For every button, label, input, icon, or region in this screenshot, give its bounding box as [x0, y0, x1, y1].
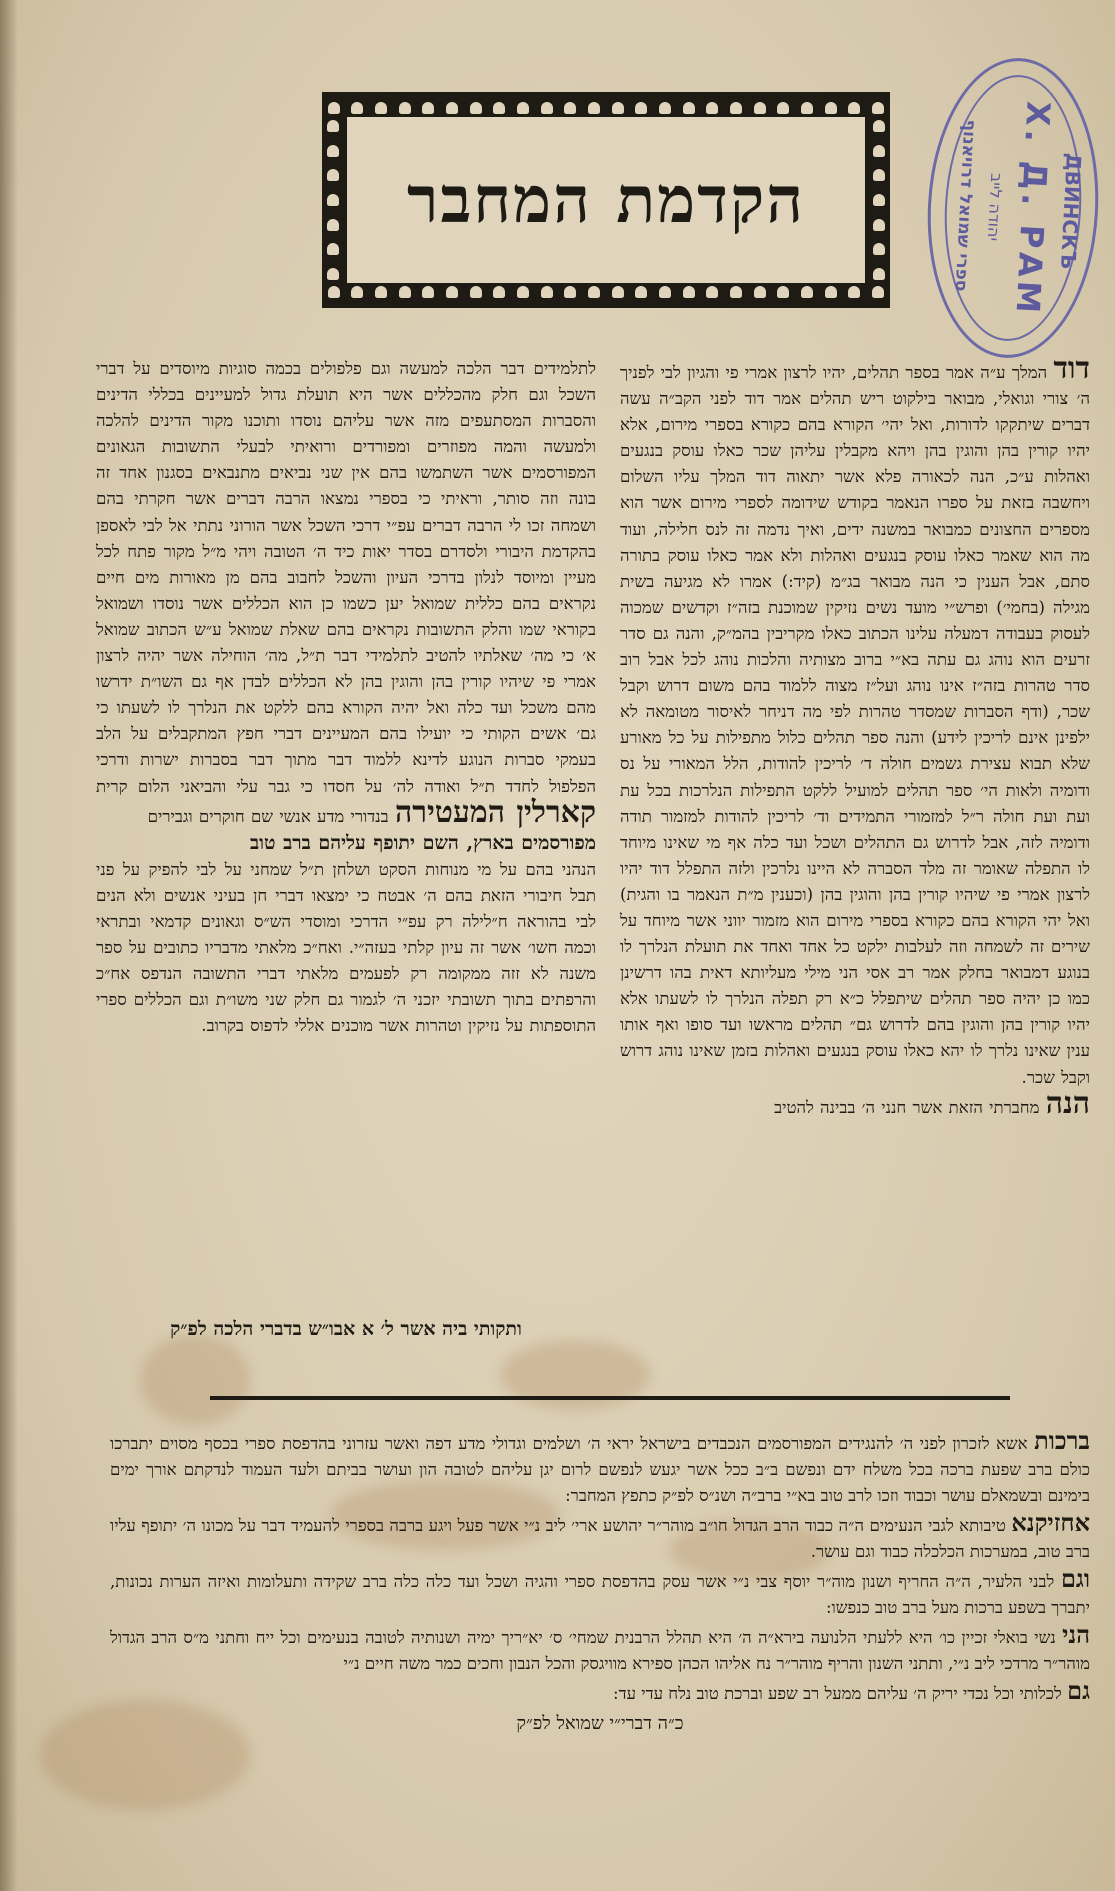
blessing-paragraph: [110, 1566, 1090, 1621]
page-title: הקדמת המחבר: [407, 162, 805, 238]
ornament-border-left: [322, 114, 344, 286]
blessing-text: נשי בואלי זכיין כו׳ היא ללעתי הלנועה בירא״ה ה׳ היא תהלל הרבנית שמחי׳ ס׳ יא״ריך ימיה ושנותיה לטובה בנעימים וכל ייח וחתני מ״ס הרב הגדול מוהר״ר מרדכי ליב נ״י, ותתני השנון והריף מוהר״ר נח אליהו הכהן ספירא מוויגסק והכל הנבון וחכים כמר משה חיים נ״י: [110, 1628, 1090, 1673]
blessings-section: [110, 1428, 1090, 1868]
blessing-lead-word: גם: [1067, 1676, 1090, 1705]
left-column-body: לתלמידים דבר הלכה למעשה וגם פלפולים בכמה סוגיות מיוסדים על דברי השכל וגם חלק מהכללים אשר היא תועלת גדול למעיינים בכללי הדינים והסברות המסתעפים מזה אשר עליהם נוסדו ותוכנו מקור הדינים להלכה ולמעשה והמה מפוזרים ומפורדים ורואיתי לבעלי התשובות הגאונים המפורסמים אשר השתמשו בהם אין שני נביאים מתנבאים בסגנון אחד זה בונה וזה סותר, וראיתי כי בספרי נמצאו הרבה דברים אשר חקרתי בהם ושמחה זכו לי הרבה דברים עפ״י דרכי השכל אשר הורוני נתתי אל לבי לאספן בהקדמת היבורי ולסדרם בסדר יאות כיד ה׳ הטובה ויהי מ״ל מקור פתח לכל מעיין ומיוסד לנלון בדרכי העיון והשכל לחבוב בהם מן מאורות מים חיים נקראים בהם כללית שמואל יען כשמו כן הוא הכללים אשר נוסדו ושמואל בקוראי שמו והלק התשובות נקראים בהם שאלת שמואל ע״ש הכתוב שמואל א׳ כי מה׳ שאלתיו להטיב לתלמידי דבר ת״ל, מה׳ הוחילה אשר יהיה לרצון אמרי פי שיהיו קורין בהן והוגין בהן לא הכללים לבדן אף גם השו״ת ידרשו מהם משכל ועד כלה ואל יהיה הקורא בהם ללקט את הנלרך לו לשעתו כי גם׳ אשים הקותי כי יועילו בהם המעיינים דברי חפץ המתקבלים על הלב בעמקי סברות הנוגע לדינא ללמוד דבר מתוך דבר בסברות ישרות ודרכי הפלפול לחדד ת״ל ואודה לה׳ על חסדו כי גבר עלי והביאני הלום קרית: [96, 359, 596, 796]
blessing-text: אשא לזכרון לפני ה׳ להנגידים המפורסמים הנכבדים בישראל יראי ה׳ ושלמים וגדולי מדע דפה ואשר עזרוני בהדפסת ספרי בכסף מסוים יתברכו כולם ברב שפעת ברכה בכל משלח ידם ונפשם ב״ב ככל אשר יגעש לנפשם לרום יגן עליהם לטובה הון ועושר בביתם ולעד העמוד לנדקתם אורך ימים בימינם ובשמאלם עושר וכבוד וזכו לרב טוב בא״י ברב״ה ושנ״ס לפ״ק כתפץ המחבר:: [110, 1434, 1090, 1505]
ornament-border-right: [868, 114, 890, 286]
blessing-text: לכלותי וכל נכדי יריק ה׳ עליהם ממעל רב שפע וברכת טוב נלח עדי עד:: [613, 1684, 1062, 1703]
opening-word: דוד: [1053, 351, 1090, 386]
closing-text: מחברתי הזאת אשר חנני ה׳ בבינה להטיב: [774, 1097, 1040, 1117]
blessing-text: לבני הלעיר, ה״ה החריף ושנון מוה״ר יוסף צבי נ״י אשר עסק בהדפסת ספרי והגיה ושכל ועד כלה כלה ברב שקידה ותעלומות ואיזה הערות נכונות, יתברך בשפע ברכות מעל ברב טוב כנפשו:: [110, 1572, 1090, 1617]
left-column-paragraph-2: [96, 857, 596, 1040]
left-column-paragraph: [96, 356, 596, 830]
blessing-lead-word: וגם: [1060, 1564, 1090, 1593]
right-column-paragraph: [620, 351, 1090, 1091]
blessing-paragraph: [110, 1428, 1090, 1509]
hope-line: ותקותי ביה אשר ל׳ א אבו״ש בדברי הלכה לפ״ק: [170, 1318, 522, 1340]
water-stain: [140, 1335, 250, 1425]
text-column-left: [96, 356, 596, 1331]
left-edge-shadow: [0, 0, 18, 1891]
library-stamp: [920, 54, 1105, 362]
blessing-text: טיבותא לגבי הנעימים ה״ה כבוד הרב הגדול חו״ב מוהר״ר יהושע ארי׳ ליב נ״י אשר פעל ויגע ברבה בספרי להעמיד דבר על מכונו ה׳ יתופף עליו ברב טוב, במערכות הכלכלה כבוד וגם עושר.: [110, 1516, 1090, 1561]
stamp-text-second: יהודה לייב: [983, 172, 1007, 242]
blessing-lead-word: הני: [1062, 1620, 1090, 1649]
right-column-body: המלך ע״ה אמר בספר תהלים, יהיו לרצון אמרי פי והגיון לבי לפניך ה׳ צורי וגואלי, מבואר בילקוט ריש תהלים אמר דוד לפני הקב״ה עשה דברים שיתקקו לדורות, ואל יהי׳ הקורא בהם כקורא בספרי מירום, אלא יהיו קורין בהן והוגין בהן ויהא מקבלין עליהן שכר כאלו עוסק בנגעים ואהלות ע״כ, הנה לכאורה פלא אשר יתאוה דוד המלך עליו השלום ויחשבה בזאת על ספרו הנאמר בקודש שידומה לספרי מירום אשר הוא מספרים החצונים כמבואר במשנה ידים, ואיך נדמה זה לנס חלילה, ועוד מה הוא שאמר כאלו עוסק בנגעים ואהלות ולא אמר כאלו עוסק בתורה סתם, אבל הענין כי הנה מבואר בג״מ (קיד:) אמרו לא מגיעה בשית מגילה (בחמי׳) ופרש״י מועד נשים נזיקין שמוכנת בזה״ז וקדשים שמכוה לעסוק בעבודה דמעלה עלינו הכתוב כאלו מקריבין בהמ״ק, והנה גם סדר זרעים הוא נוהג גם עתה בא״י ברוב מצותיה והלכות נוהג לכל אבל רוב סדר טהרות בזה״ז אינו נוהג ועל״ז מצוה ללמוד בהם משום דרוש וקבל שכר, (ודף הסברות שמסדר טהרות לפי מה דניחר לאיסור מטומאה לא ילפינן אינם לריכין לידע) והנה ספר תהלים כלול מתפילות על כל מאורע שלא תבוא עצירת גשמים חולה ד׳ לריכין להודות, הלל המאורי על נס ודומיה ולאות הי׳ ספר תהלים למועיל ללקט התפילות הנלרכות בכל עת ועת ועת חולה ר״ל למזמורי התמידים וד׳ לריכין להודות למזמור תודה ודומיה לזה, אבל לדרוש גם התהלים ושכל ועד כלה אף מי שאינו מיוחד לו התפלה שאומר זה מלד הסברה לא היינו נלרכין ולזה התפלל דוד יהיו לרצון אמרי פי שיהיו קורין בהן והוגין בהן (וכענין מ״ת הנאמר בו והגית) ואל יהי הקורא בהם כקורא בספרי מירום הוא מזמור יווני אשר מיוחד על שירים זה לשמחה וזה לעלבות ילקט כל אחד ואחד את תועלת הנלרך לו בנוגע דמבואר בחלק אמר רב אסי הני מילי מעליותא דאית בהו דרשינן כמו כן יהיה ספר תהלים שיתפלל כ״א רק תפלה הנלרך לו לשעתו אלא יהיו קורין בהן והוגין בהם לדרוש גם״ תהלים מראשו ועד סופו ואף אותו ענין שאינו נלרך לו יהא כאלו עוסק בנגעים ואהלות בזמן שאינו נוהג דרוש וקבל שכר.: [620, 363, 1090, 1087]
closing-word: הנה: [1045, 1085, 1090, 1121]
left-column-body-2: הנהני בהם על מי מנוחות הסקט ושלחן ת״ל שמחני על לבי להפיק על פני תבל חיבורי הזאת בהם ה׳ אבטח כי ימצאו דברי חן בעיני אנשים ולא הנים לבי בהוראה ח״לילה רק עפ״י הדרכי ומוסדי הש״ס וגאונים קדמאי ובתראי וכמה חשו׳ אשר זה עיון קלתי בעזה״י. ואח״כ מלאתי מדבריו כתובים על ספר משנה לא זזה ממקומה רק לפעמים מלאתי דברי התשובה הנדפס אח״כ והרפתים בתוך תשובתי יזכני ה׳ לגמור גם חלק שני משו״ת וגם הכללים ספרי התוספתות על נזיקין וטהרות אשר מוכנים אללי לדפוס בקרוב.: [96, 859, 596, 1036]
text-column-right: [620, 351, 1090, 1381]
stamp-text-center: Х. Д. РАМ: [1008, 100, 1058, 318]
ornament-border-bottom: [322, 281, 890, 303]
ornament-border-top: [322, 97, 890, 119]
famous-line: [96, 830, 596, 857]
famous-line-text: מפורסמים בארץ, השם יתופף עליהם ברב טוב: [250, 831, 596, 854]
blessing-paragraph: [110, 1622, 1090, 1677]
blessing-lead-word: ברכות: [1034, 1426, 1090, 1455]
blessing-paragraph: [110, 1678, 1090, 1707]
stamp-text-city: ДВИНСКЪ: [1055, 152, 1086, 270]
blessing-lead-word: אחזיקנא: [1011, 1508, 1091, 1537]
town-description: בנדורי מדע אנשי שם חוקרים וגבירים: [147, 806, 389, 826]
right-column-closing: [620, 1085, 1090, 1121]
title-box: [344, 114, 868, 286]
blessing-paragraph: [110, 1510, 1090, 1565]
town-name: קארלין המעטירה: [394, 794, 596, 830]
stamp-text-outer: ספרי שמואל דרויאנוף: [950, 119, 980, 292]
title-ornament-frame: [322, 92, 890, 308]
author-signature: כ״ה דברי״י שמואל לפ״ק: [516, 1713, 684, 1734]
horizontal-divider: [210, 1396, 1010, 1400]
